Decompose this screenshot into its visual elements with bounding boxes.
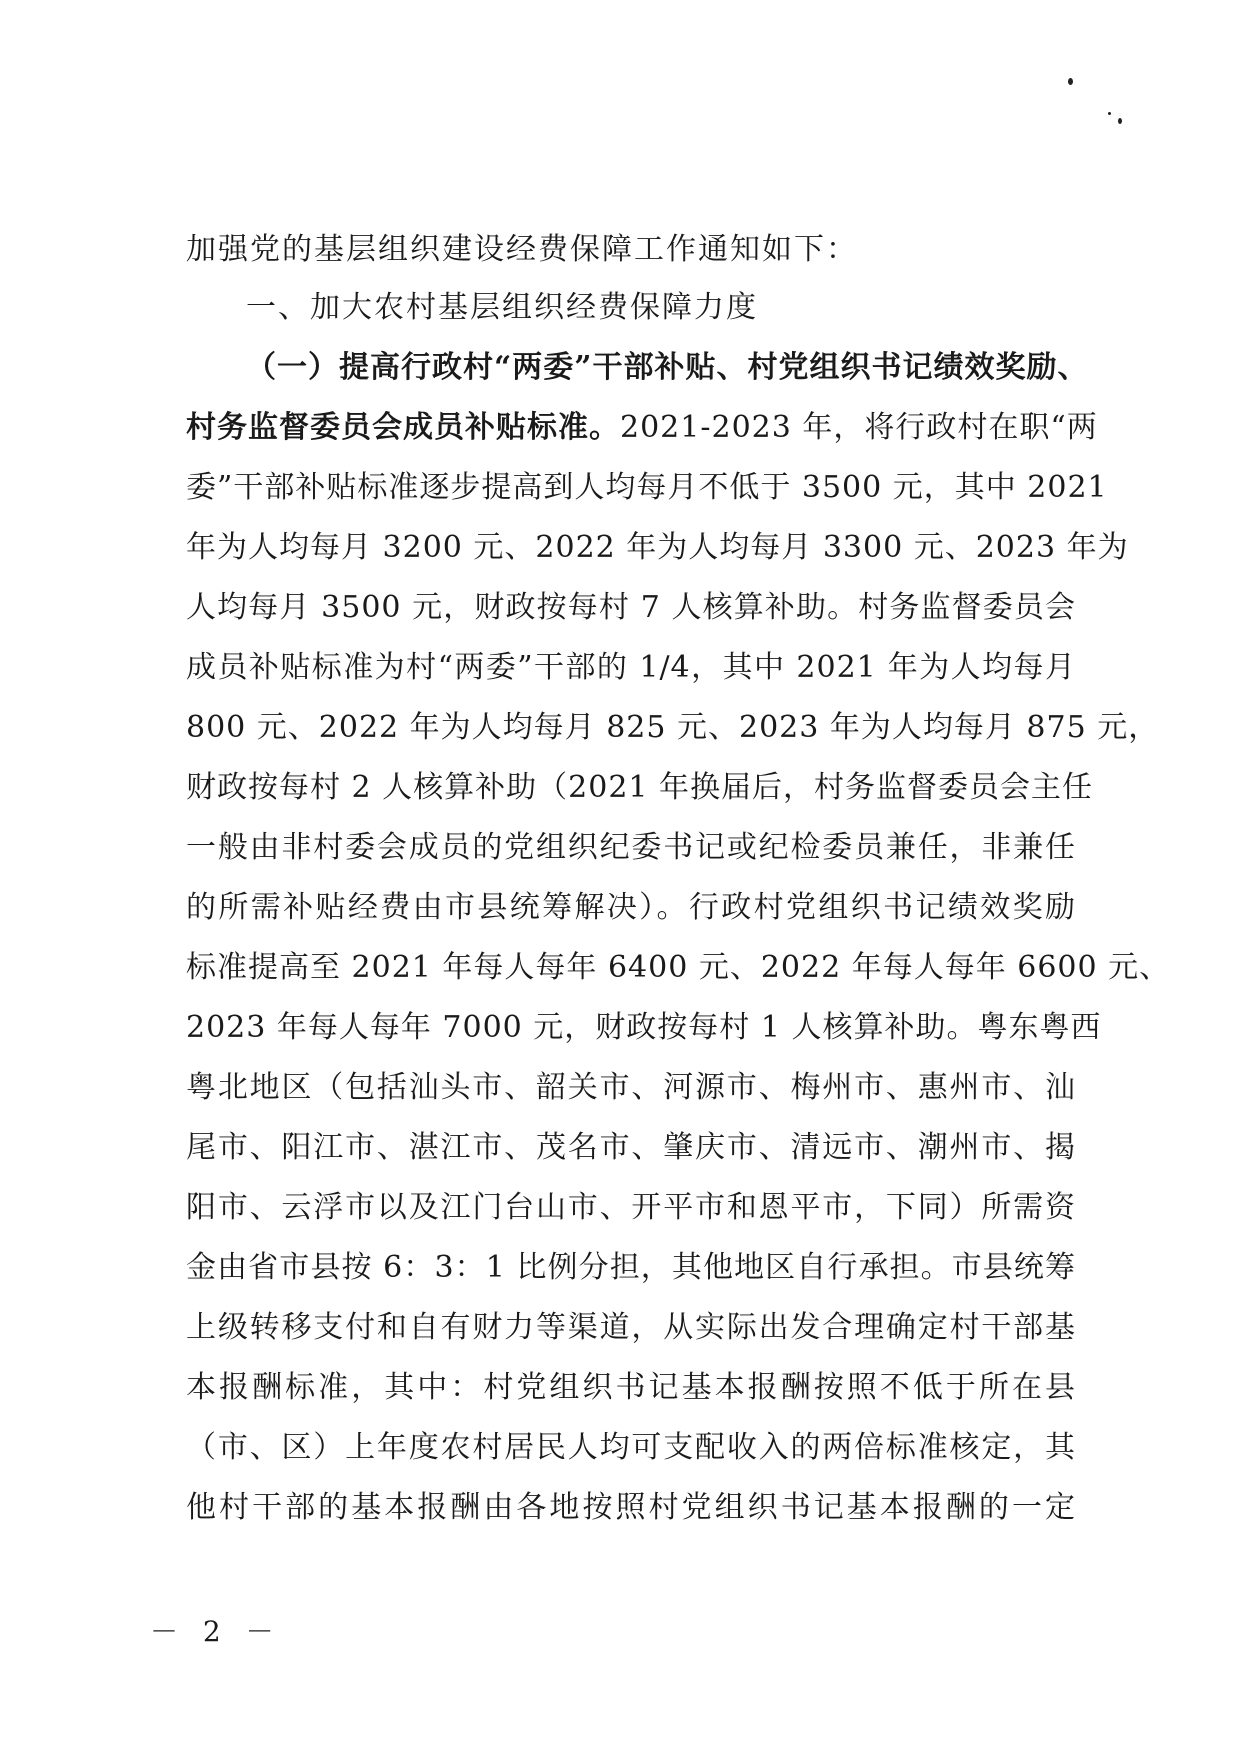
body-line: 2023 年每人每年 7000 元，财政按每村 1 人核算补助。粤东粤西 xyxy=(186,1010,1102,1045)
body-line: 委”干部补贴标准逐步提高到人均每月不低于 3500 元，其中 2021 xyxy=(186,470,1108,505)
subsection-title-line-2: 村务监督委员会成员补贴标准。 xyxy=(186,410,620,445)
section-heading: 一、加大农村基层组织经费保障力度 xyxy=(246,290,758,325)
body-line: 人均每月 3500 元，财政按每村 7 人核算补助。村务监督委员会 xyxy=(186,590,1076,625)
scan-speck-mark xyxy=(1068,78,1073,85)
body-line-2-rest: 2021-2023 年，将行政村在职“两 xyxy=(620,410,1098,445)
body-line: 粤北地区（包括汕头市、韶关市、河源市、梅州市、惠州市、汕 xyxy=(186,1070,1076,1105)
body-line: 的所需补贴经费由市县统筹解决）。行政村党组织书记绩效奖励 xyxy=(186,890,1076,925)
body-line: 标准提高至 2021 年每人每年 6400 元、2022 年每人每年 6600 元、 xyxy=(186,950,1171,985)
body-line: 年为人均每月 3200 元、2022 年为人均每月 3300 元、2023 年为 xyxy=(186,530,1129,565)
body-line: 一般由非村委会成员的党组织纪委书记或纪检委员兼任，非兼任 xyxy=(186,830,1076,865)
body-line: 800 元、2022 年为人均每月 825 元、2023 年为人均每月 875 元， xyxy=(186,710,1160,745)
body-line: 成员补贴标准为村“两委”干部的 1/4，其中 2021 年为人均每月 xyxy=(186,650,1076,685)
body-line: 尾市、阳江市、湛江市、茂名市、肇庆市、清远市、潮州市、揭 xyxy=(186,1130,1076,1165)
page-number: － 2 － xyxy=(150,1615,282,1648)
body-line: （市、区）上年度农村居民人均可支配收入的两倍标准核定，其 xyxy=(186,1430,1076,1465)
intro-line: 加强党的基层组织建设经费保障工作通知如下： xyxy=(186,232,858,267)
scan-speck-mark xyxy=(1108,112,1111,115)
body-line: 本报酬标准，其中：村党组织书记基本报酬按照不低于所在县 xyxy=(186,1370,1076,1405)
body-line: 阳市、云浮市以及江门台山市、开平市和恩平市，下同）所需资 xyxy=(186,1190,1076,1225)
body-line: 财政按每村 2 人核算补助（2021 年换届后，村务监督委员会主任 xyxy=(186,770,1094,805)
subsection-title-line-1: （一）提高行政村“两委”干部补贴、村党组织书记绩效奖励、 xyxy=(246,350,1089,385)
body-line: 上级转移支付和自有财力等渠道，从实际出发合理确定村干部基 xyxy=(186,1310,1076,1345)
body-line: 他村干部的基本报酬由各地按照村党组织书记基本报酬的一定 xyxy=(186,1490,1076,1525)
body-line-mixed xyxy=(186,406,1098,450)
scan-speck-mark xyxy=(1118,118,1122,124)
body-line: 金由省市县按 6：3：1 比例分担，其他地区自行承担。市县统筹 xyxy=(186,1250,1076,1285)
